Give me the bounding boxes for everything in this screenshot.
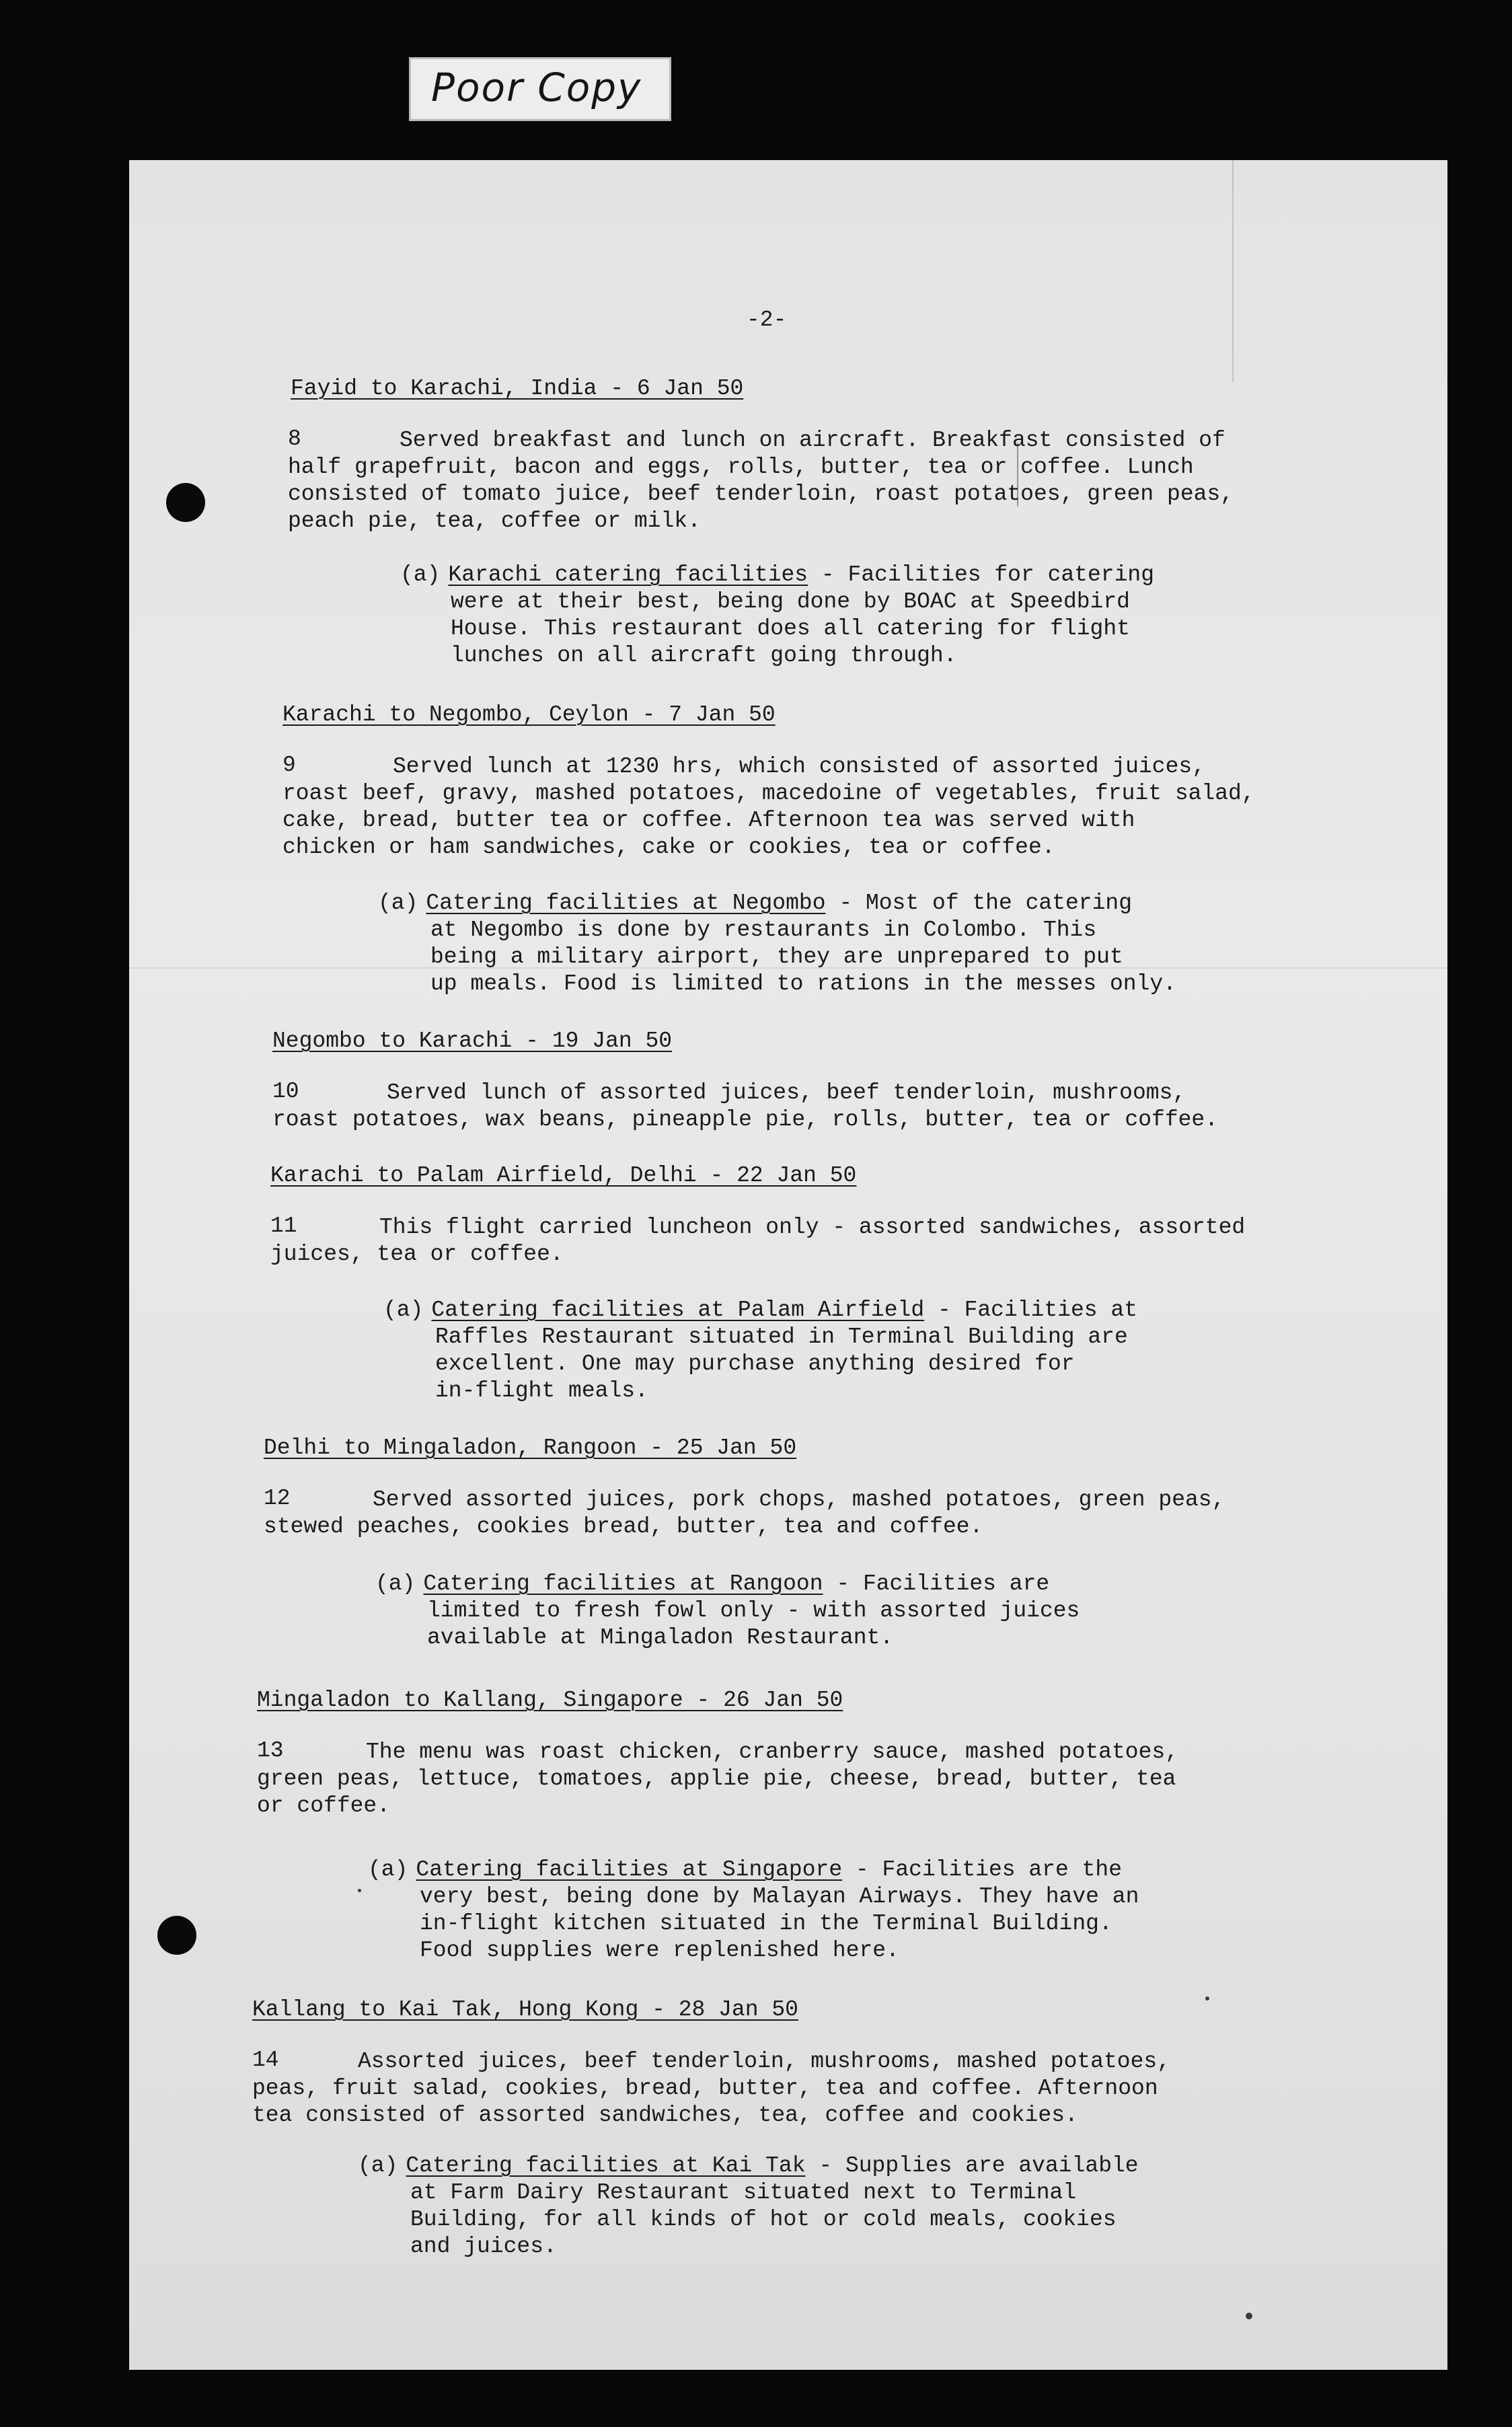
section-heading: Negombo to Karachi - 19 Jan 50 [272, 1029, 673, 1053]
paragraph-line: tea consisted of assorted sandwiches, tea, coffee and cookies. [252, 2103, 1078, 2128]
subsection-line: - Facilities for catering [808, 562, 1154, 587]
subsection-line: - Facilities are [823, 1571, 1050, 1596]
subsection-line: available at Mingaladon Restaurant. [427, 1625, 894, 1650]
section-heading: Karachi to Palam Airfield, Delhi - 22 Jan 50 [270, 1163, 857, 1188]
subsection-title: Catering facilities at Palam Airfield [431, 1298, 925, 1322]
section-heading: Mingaladon to Kallang, Singapore - 26 Jan 50 [257, 1688, 843, 1713]
subsection-line: in-flight meals. [435, 1378, 648, 1403]
section-heading: Delhi to Mingaladon, Rangoon - 25 Jan 50 [264, 1435, 797, 1460]
subsection-line: were at their best, being done by BOAC at Speedbird [451, 589, 1130, 614]
subsection-line: - Facilities at [924, 1298, 1138, 1322]
paragraph-line: green peas, lettuce, tomatoes, applie pie, cheese, bread, butter, tea [257, 1766, 1176, 1791]
paragraph-line: roast potatoes, wax beans, pineapple pie, rolls, butter, tea or coffee. [272, 1107, 1219, 1132]
subsection-line: at Negombo is done by restaurants in Colombo. This [430, 918, 1097, 942]
subsection-line: - Supplies are available [805, 2153, 1139, 2178]
subsection-marker: (a) [378, 891, 418, 916]
document-page [129, 160, 1447, 2370]
punch-hole-upper [166, 483, 205, 522]
subsection-line: House. This restaurant does all catering for flight [451, 616, 1130, 641]
paragraph-line: juices, tea or coffee. [270, 1242, 564, 1267]
subsection-marker: (a) [358, 2153, 398, 2178]
paragraph-line: Served breakfast and lunch on aircraft. Breakfast consisted of [400, 428, 1225, 453]
paragraph-line: or coffee. [257, 1793, 391, 1818]
poor-copy-stamp [409, 57, 671, 121]
paragraph-line: chicken or ham sandwiches, cake or cookies, tea or coffee. [282, 835, 1055, 860]
subsection [368, 1857, 1122, 1883]
subsection-title: Catering facilities at Kai Tak [406, 2153, 806, 2178]
subsection-marker: (a) [375, 1571, 416, 1596]
paragraph-line: Served lunch of assorted juices, beef tenderloin, mushrooms, [387, 1080, 1186, 1105]
section-heading: Kallang to Kai Tak, Hong Kong - 28 Jan 50 [252, 1997, 798, 2022]
paragraph-line: stewed peaches, cookies bread, butter, tea and coffee. [264, 1514, 983, 1539]
subsection-line: lunches on all aircraft going through. [451, 643, 957, 668]
subsection-line: - Most of the catering [825, 891, 1133, 916]
subsection-title: Catering facilities at Singapore [416, 1857, 843, 1882]
subsection-line: being a military airport, they are unprepared to put [430, 944, 1123, 969]
paragraph-line: This flight carried luncheon only - assorted sandwiches, assorted [379, 1215, 1246, 1240]
paragraph-line: The menu was roast chicken, cranberry sauce, mashed potatoes, [366, 1740, 1178, 1764]
paragraph-line: peach pie, tea, coffee or milk. [288, 509, 701, 533]
speck [1246, 2313, 1252, 2319]
subsection-line: excellent. One may purchase anything desired for [435, 1351, 1075, 1376]
subsection [378, 890, 1132, 917]
subsection-title: Catering facilities at Negombo [426, 891, 826, 916]
subsection-line: Raffles Restaurant situated in Terminal Building are [435, 1324, 1128, 1349]
paragraph-line: peas, fruit salad, cookies, bread, butter, tea and coffee. Afternoon [252, 2076, 1158, 2101]
subsection-marker: (a) [368, 1857, 408, 1882]
subsection [375, 1571, 1049, 1598]
subsection-line: Food supplies were replenished here. [420, 1938, 899, 1963]
speck [358, 1889, 361, 1892]
paragraph-line: Served assorted juices, pork chops, mashed potatoes, green peas, [373, 1487, 1225, 1512]
subsection-line: limited to fresh fowl only - with assorted juices [427, 1598, 1080, 1623]
subsection-line: very best, being done by Malayan Airways. They have an [420, 1884, 1139, 1909]
margin-mark [1232, 160, 1234, 382]
paragraph-line: cake, bread, butter tea or coffee. Afternoon tea was served with [282, 808, 1135, 833]
paragraph-number: 10 [272, 1079, 299, 1104]
subsection-marker: (a) [400, 562, 441, 587]
subsection-line: Building, for all kinds of hot or cold meals, cookies [410, 2207, 1117, 2232]
page-number: -2- [747, 307, 787, 332]
paragraph-number: 8 [288, 426, 301, 451]
subsection-line: at Farm Dairy Restaurant situated next to Terminal [410, 2180, 1077, 2205]
subsection-line: up meals. Food is limited to rations in the messes only. [430, 971, 1176, 996]
subsection [400, 562, 1154, 589]
paragraph-number: 13 [257, 1738, 284, 1763]
paragraph-line: Served lunch at 1230 hrs, which consisted of assorted juices, [393, 754, 1205, 779]
subsection [383, 1297, 1137, 1324]
paragraph-number: 14 [252, 2048, 279, 2073]
paragraph-number: 12 [264, 1486, 291, 1511]
subsection-title: Catering facilities at Rangoon [423, 1571, 823, 1596]
paragraph-line: roast beef, gravy, mashed potatoes, macedoine of vegetables, fruit salad, [282, 781, 1255, 806]
speck [1205, 1996, 1209, 2001]
subsection-line: - Facilities are the [842, 1857, 1122, 1882]
paragraph-line: half grapefruit, bacon and eggs, rolls, butter, tea or coffee. Lunch [288, 455, 1194, 480]
subsection [358, 2153, 1139, 2179]
paragraph-number: 11 [270, 1214, 297, 1238]
paragraph-line: Assorted juices, beef tenderloin, mushrooms, mashed potatoes, [358, 2049, 1170, 2074]
subsection-title: Karachi catering facilities [448, 562, 808, 587]
punch-hole-lower [157, 1916, 196, 1955]
subsection-line: in-flight kitchen situated in the Terminal Building. [420, 1911, 1112, 1936]
subsection-line: and juices. [410, 2234, 557, 2259]
paragraph-number: 9 [282, 753, 296, 778]
section-heading: Fayid to Karachi, India - 6 Jan 50 [291, 376, 744, 401]
section-heading: Karachi to Negombo, Ceylon - 7 Jan 50 [282, 702, 776, 727]
paragraph-line: consisted of tomato juice, beef tenderloin, roast potatoes, green peas, [288, 482, 1234, 507]
stamp-text: Poor Copy [431, 65, 642, 110]
subsection-marker: (a) [383, 1298, 424, 1322]
